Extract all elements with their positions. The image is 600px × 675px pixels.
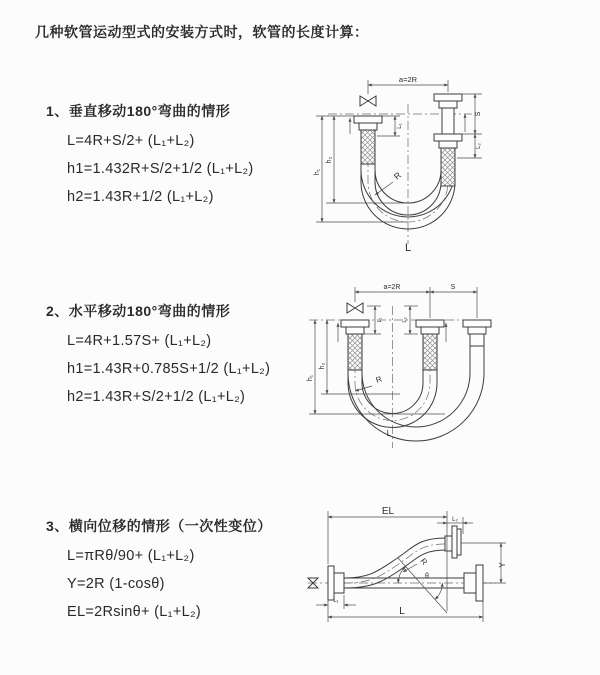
section-heading: 3、横向位移的情形（一次性变位） (46, 518, 272, 534)
braided-hose-section (441, 148, 455, 186)
flange (354, 116, 382, 123)
radius-label: R (391, 169, 403, 182)
flange (359, 123, 377, 130)
flange (445, 536, 452, 551)
braided-hose-section (348, 334, 362, 370)
diagram-lateral-displacement (300, 498, 600, 658)
dim-label-h1: h₁ (314, 168, 321, 176)
left-fitting (328, 566, 344, 600)
diagram-vertical-180-bend (310, 70, 600, 265)
formula-line: L=4R+S/2+ (L₁+L₂) (67, 133, 195, 149)
flange (434, 94, 462, 101)
valve-icon (360, 96, 376, 106)
right-fitting (464, 565, 483, 601)
dim-label-el: EL (381, 506, 395, 517)
flange (439, 141, 457, 148)
section-heading: 2、水平移动180°弯曲的情形 (46, 303, 231, 319)
formula-line: L=4R+1.57S+ (L₁+L₂) (67, 333, 212, 349)
flange (452, 526, 457, 558)
valve-icon (347, 303, 363, 313)
formula-line: EL=2Rsinθ+ (L₁+L₂) (67, 604, 202, 620)
diagram-horizontal-180-bend (305, 278, 600, 463)
dim-label-y: Y (498, 562, 507, 568)
radius-label: R (418, 556, 430, 567)
formula-line: h1=1.43R+0.785S+1/2 (L₁+L₂) (67, 361, 271, 377)
dim-label-h2: h₂ (326, 156, 333, 164)
flange (334, 573, 344, 593)
flange (468, 327, 486, 334)
flange (434, 134, 462, 141)
formula-line: h2=1.43R+1/2 (L₁+L₂) (67, 189, 214, 205)
hose-curves (348, 346, 484, 441)
flange (421, 327, 439, 334)
section-vertical-movement (46, 101, 314, 211)
braided-hose-section (361, 130, 375, 164)
formula-line: h2=1.43R+S/2+1/2 (L₁+L₂) (67, 389, 246, 405)
section-heading: 1、垂直移动180°弯曲的情形 (46, 103, 231, 119)
braided-hose-section (423, 334, 437, 370)
section-lateral-displacement (46, 516, 314, 626)
dim-label-a2r: a=2R (383, 284, 401, 291)
flange (416, 320, 444, 327)
flange (476, 565, 483, 601)
dim-label-s: S (475, 111, 482, 117)
formula-line: L=πRθ/90+ (L₁+L₂) (67, 548, 195, 564)
dim-label-h1: h₁ (307, 374, 314, 382)
dim-label-l2: L₂ (476, 143, 482, 149)
left-fitting (354, 116, 382, 164)
pipe-stem (470, 334, 484, 346)
page-title: 几种软管运动型式的安装方式时，软管的长度计算： (35, 24, 369, 40)
middle-fitting (416, 320, 444, 370)
flange (464, 573, 476, 593)
length-label: L (404, 242, 412, 254)
radius-label: R (374, 374, 384, 385)
pipe-stem (442, 108, 454, 134)
dim-label-l1: L₁ (397, 123, 403, 129)
left-fitting (341, 320, 369, 370)
flange (439, 101, 457, 108)
formula-line: h1=1.432R+S/2+1/2 (L₁+L₂) (67, 161, 254, 177)
dim-label-h2: h₂ (319, 362, 326, 370)
length-label: L (399, 606, 405, 617)
flange (457, 529, 461, 555)
dim-label-l2: L₂ (452, 517, 458, 523)
length-label: L (386, 429, 392, 438)
upper-fitting (445, 526, 461, 558)
dim-label-s: S (450, 284, 456, 291)
dim-label-a2r: a=2R (398, 75, 418, 84)
angle-label-theta: θ (425, 573, 429, 580)
flange (328, 566, 334, 600)
dim-label-l1: L₁ (377, 317, 383, 323)
hose-curves (344, 538, 446, 588)
section-horizontal-movement (46, 301, 314, 411)
formula-line: Y=2R (1-cosθ) (67, 576, 165, 592)
flange (463, 320, 491, 327)
flange (341, 320, 369, 327)
dim-label-l1: L₁ (333, 598, 339, 604)
right-fitting (463, 320, 491, 346)
right-fitting (434, 94, 462, 186)
dim-label-l2: L₂ (402, 317, 408, 323)
flange (346, 327, 364, 334)
